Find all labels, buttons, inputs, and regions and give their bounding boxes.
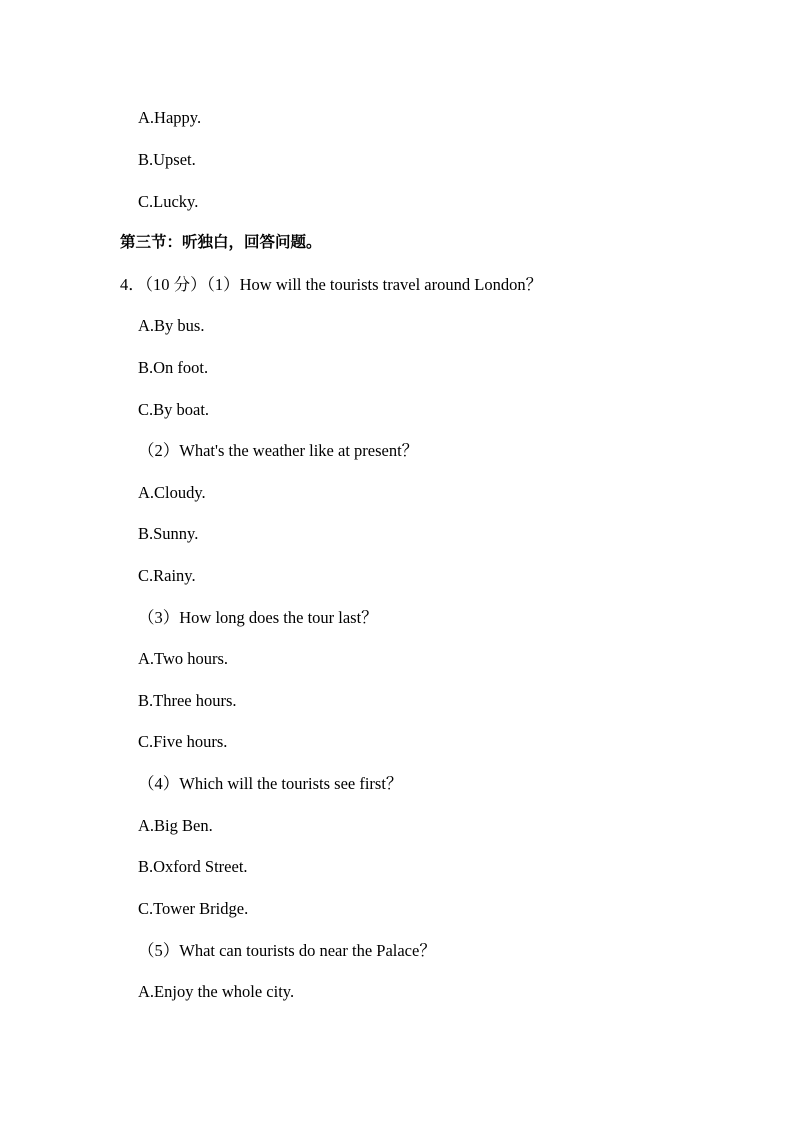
q4-3-option-a: A.Two hours. (138, 649, 229, 668)
q4-2-option-a: A.Cloudy. (138, 483, 206, 502)
q4-2-text: （2）What's the weather like at present？ (138, 441, 419, 460)
q4-2-option-c: C.Rainy. (138, 566, 196, 585)
question-4-label: 4．（10 分）（1）How will the tourists travel around London？ (120, 275, 543, 294)
q4-1-option-c: C.By boat. (138, 400, 210, 419)
q4-3-text: （3）How long does the tour last？ (138, 608, 378, 627)
q4-4-option-a: A.Big Ben. (138, 816, 213, 835)
q4-5-text: （5）What can tourists do near the Palace？ (138, 941, 436, 960)
q4-3-option-c: C.Five hours. (138, 732, 228, 751)
q4-2-option-b: B.Sunny. (138, 524, 199, 543)
option-a: A.Happy. (138, 108, 202, 127)
option-b: B.Upset. (138, 150, 196, 169)
section-heading: 第三节：听独白，回答问题。 (120, 233, 322, 251)
q4-3-option-b: B.Three hours. (138, 691, 237, 710)
option-c: C.Lucky. (138, 192, 199, 211)
q4-1-option-a: A.By bus. (138, 316, 205, 335)
q4-4-text: （4）Which will the tourists see first？ (138, 774, 403, 793)
q4-5-option-a: A.Enjoy the whole city. (138, 982, 295, 1001)
q4-4-option-b: B.Oxford Street. (138, 857, 248, 876)
q4-4-option-c: C.Tower Bridge. (138, 899, 249, 918)
q4-1-option-b: B.On foot. (138, 358, 209, 377)
